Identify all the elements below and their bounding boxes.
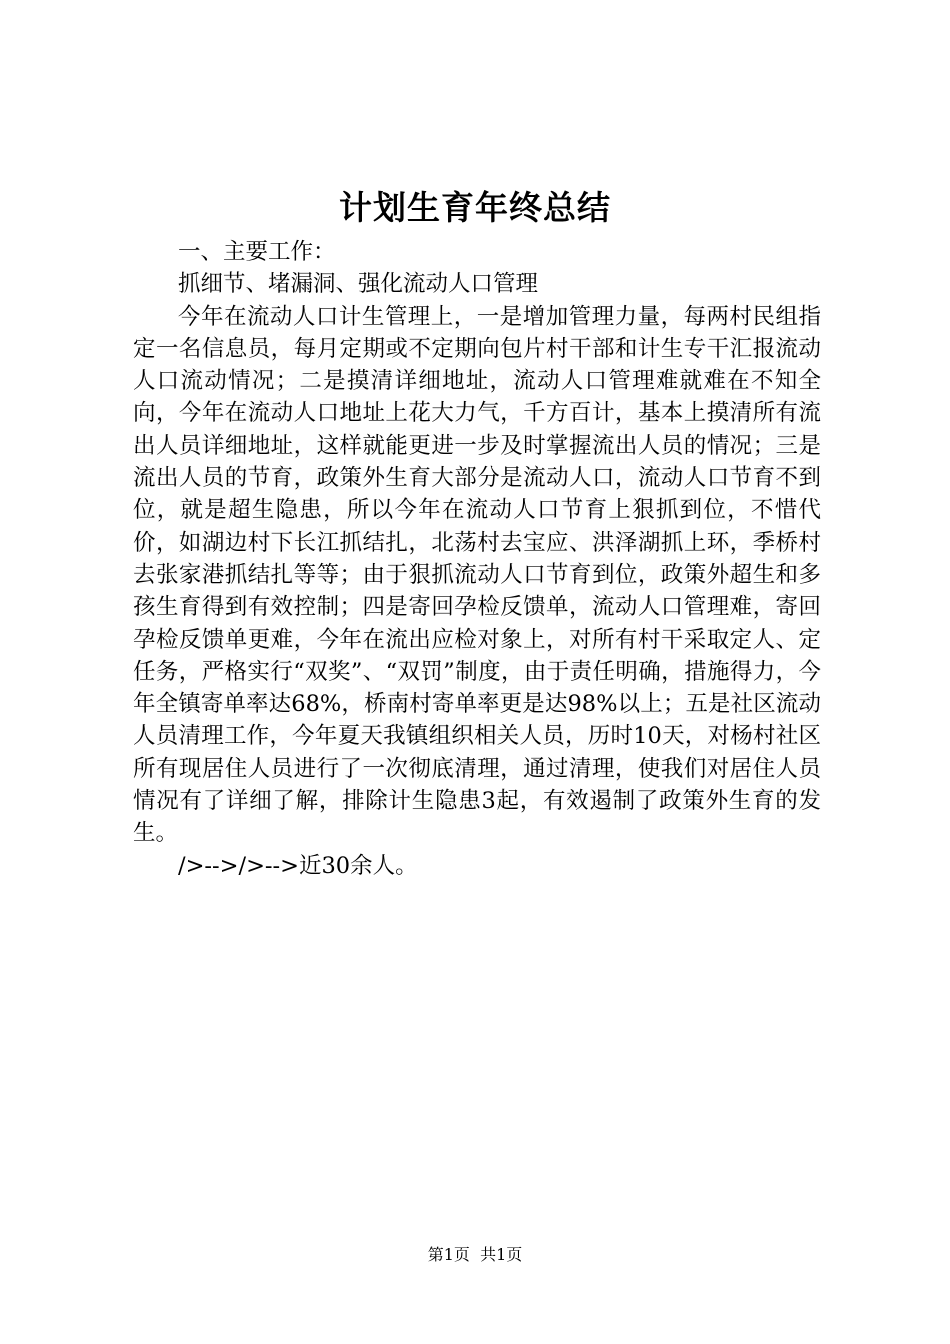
body-paragraph-tail: />-->/>-->近30余人。 (178, 852, 418, 879)
page-number: 第1页 共1页 (427, 1245, 523, 1264)
subsection-heading: 抓细节、堵漏洞、强化流动人口管理 (178, 271, 539, 298)
page-footer (0, 1244, 950, 1266)
section-heading: 一、主要工作： (178, 239, 336, 265)
document-body (133, 236, 821, 882)
body-paragraph: 今年在流动人口计生管理上，一是增加管理力量，每两村民组指定一名信息员，每月定期或不定期向包片村干部和计生专干汇报流动人口流动情况；二是摸清详细地址，流动人口管理难就难在不知全向，今年在流动人口地址上花大力气，千方百计，基本上摸清所有流出人员详细地址，这样就能更进一步及时掌握流出人员的情况；三是流出人员的节育，政策外生育大部分是流动人口，流动人口节育不到位，就是超生隐患，所以今年在流动人口节育上狠抓到位，不惜代价，如湖边村下长江抓结扎，北荡村去宝应、洪泽湖抓上环，季桥村去张家港抓结扎等等；由于狠抓流动人口节育到位，政策外超生和多孩生育得到有效控制；四是寄回孕检反馈单，流动人口管理难，寄回孕检反馈单更难，今年在流出应检对象上，对所有村干采取定人、定任务，严格实行“双奖”、“双罚”制度，由于责任明确，措施得力，今年全镇寄单率达68%，桥南村寄单率更是达98%以上；五是社区流动人员清理工作，今年夏天我镇组织相关人员，历时10天，对杨村社区所有现居住人员进行了一次彻底清理，通过清理，使我们对居住人员情况有了详细了解，排除计生隐患3起，有效遏制了政策外生育的发生。 (133, 303, 821, 847)
document-title: 计划生育年终总结 (339, 188, 611, 227)
